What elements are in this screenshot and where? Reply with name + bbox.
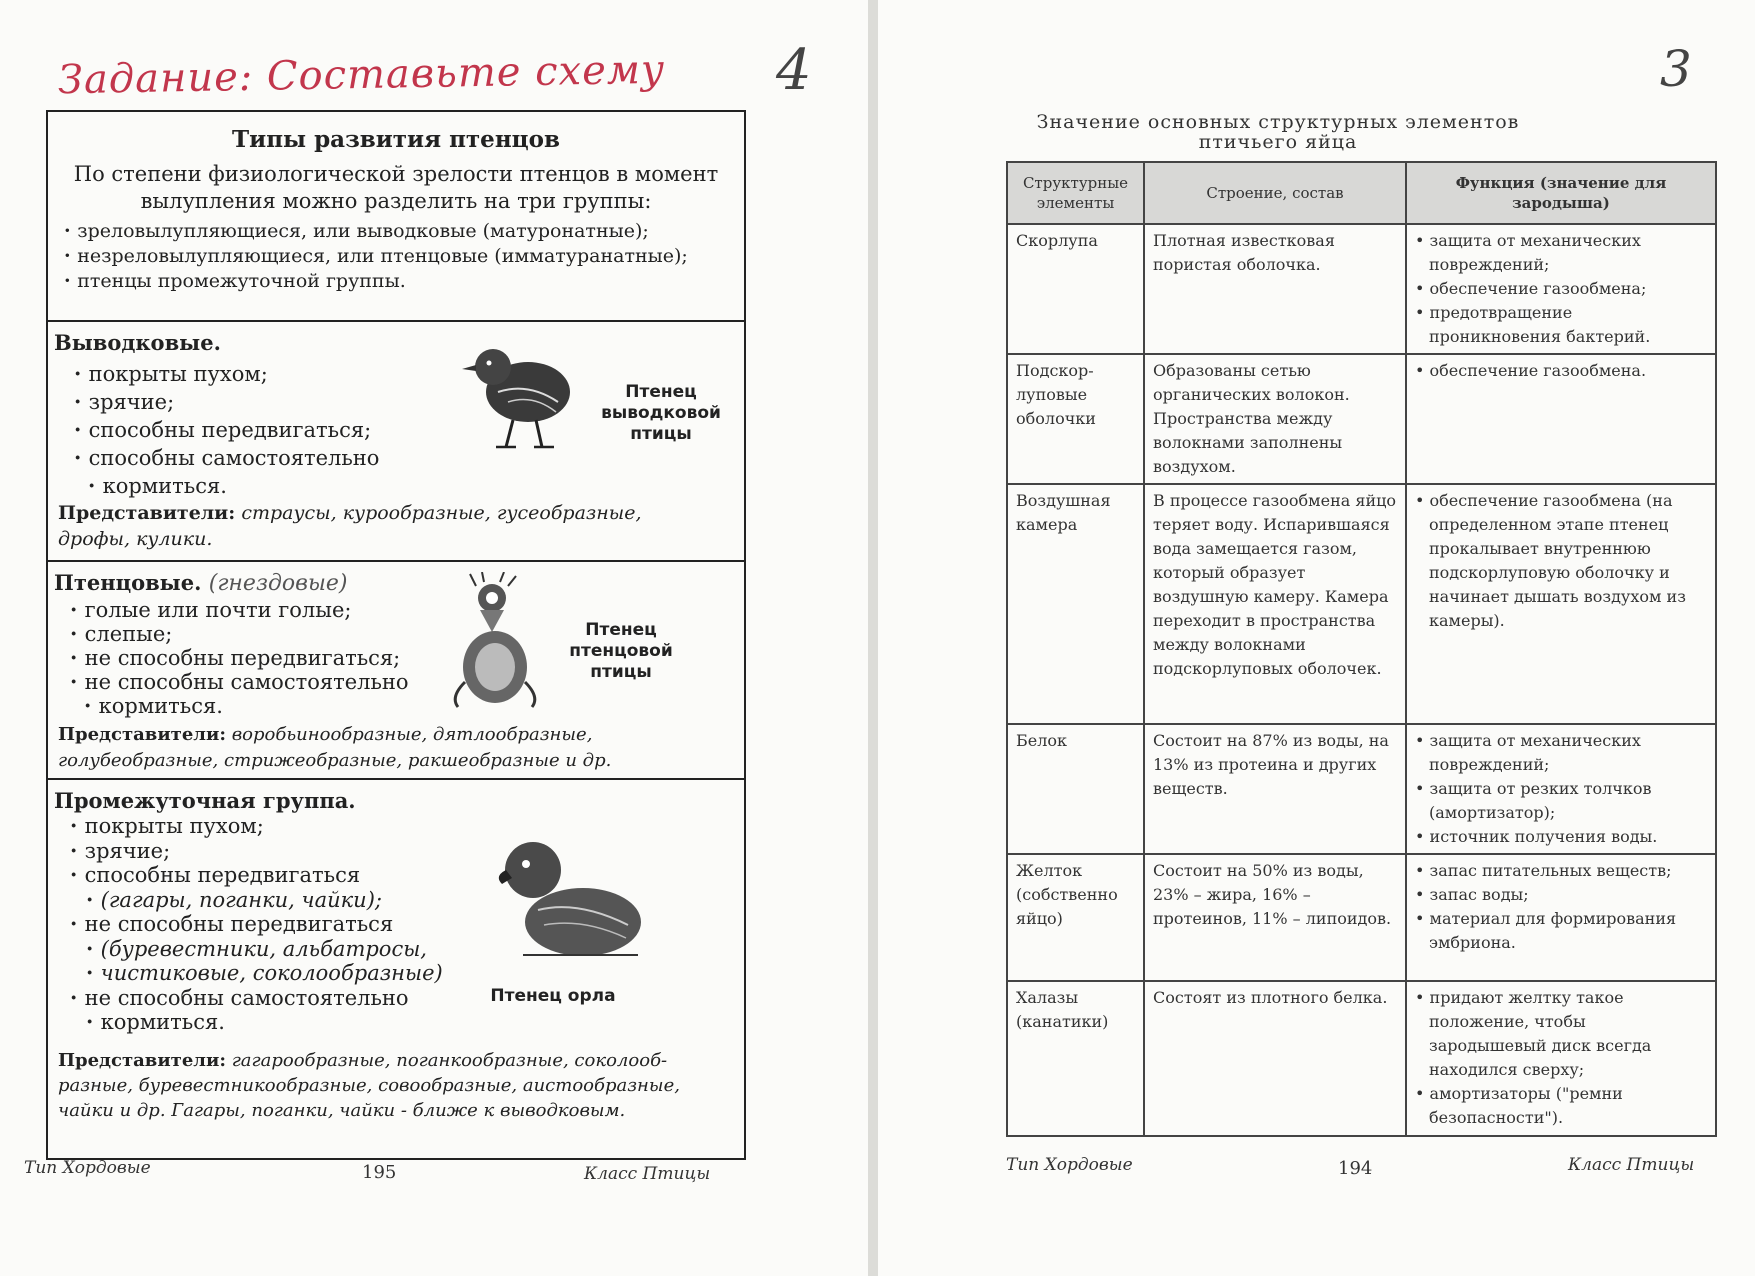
feature-example <box>70 888 443 913</box>
function-list <box>1415 859 1707 955</box>
egg-elements-table <box>1006 161 1717 1137</box>
feature-item: · покрыты пухом; <box>70 814 443 839</box>
page-gutter <box>868 0 878 1276</box>
element-cell: Воздушная камера <box>1007 484 1144 724</box>
feature-text: кормиться. <box>102 474 227 498</box>
structure-cell: Состоит на 87% из воды, на 13% из протеина и других веществ. <box>1144 724 1406 854</box>
feature-item-cont <box>74 472 379 500</box>
intro-text: По степени физиологической зрелости птенцов в момент вылупления можно разделить на три группы: <box>73 162 719 213</box>
eagle-chick-drawing <box>488 830 648 970</box>
group-item: · незреловылупляющиеся, или птенцовые (имматуранатные); <box>64 244 732 269</box>
reps-text: голубеобразные, стрижеобразные, ракшеобразные и др. <box>58 750 612 771</box>
feature-example-text: (буревестники, альбатросы, <box>100 936 427 961</box>
table-row <box>1007 484 1716 724</box>
intermediate-section <box>48 780 744 1160</box>
structure-cell: Состоит на 50% из воды, 23% – жира, 16% – протеинов, 11% – липоидов. <box>1144 854 1406 981</box>
altricial-representatives <box>58 722 738 774</box>
reps-text: разные, буревестникообразные, совообразные, аистообразные, <box>58 1075 680 1096</box>
precocial-features <box>74 360 379 500</box>
feature-example <box>70 937 443 962</box>
feature-item: · голые или почти голые; <box>70 598 409 622</box>
function-item: • обеспечение газообмена (на определенном этапе птенец прокалывает внутреннюю подскорлуповую оболочку и начинает дышать воздухом из камеры). <box>1415 489 1707 633</box>
title-line: Значение основных структурных элементов <box>1036 111 1520 133</box>
table-row <box>1007 724 1716 854</box>
element-cell: Халазы (канатики) <box>1007 981 1144 1136</box>
right-page <box>878 0 1755 1276</box>
structure-cell: В процессе газообмена яйцо теряет воду. Испарившаяся вода замещается газом, который образует воздушную камеру. Камера переходит в пространства между волокнами подскорлуповых оболочек. <box>1144 484 1406 724</box>
element-cell: Подскор-луповые оболочки <box>1007 354 1144 484</box>
feature-item: · покрыты пухом; <box>74 360 379 388</box>
box-title: Типы развития птенцов <box>232 126 560 153</box>
function-item: • защита от резких толчков (амортизатор); <box>1415 777 1707 825</box>
altricial-features <box>70 598 409 718</box>
function-list <box>1415 986 1707 1130</box>
altricial-caption: Птенец птенцовой птицы <box>569 620 673 682</box>
function-list <box>1415 729 1707 849</box>
reps-label: Представители: <box>58 1050 226 1071</box>
feature-item-cont <box>70 694 409 718</box>
page-number: 195 <box>362 1162 397 1183</box>
intro-section <box>48 112 744 322</box>
function-item: • материал для формирования эмбриона. <box>1415 907 1707 955</box>
feature-text: кормиться. <box>98 694 223 718</box>
table-row <box>1007 354 1716 484</box>
feature-item: · не способны самостоятельно <box>70 670 409 694</box>
reps-text: воробьинообразные, дятлообразные, <box>231 724 593 745</box>
intermediate-features <box>70 814 443 1035</box>
feature-item: · способны передвигаться <box>70 863 443 888</box>
feature-item: · не способны передвигаться <box>70 912 443 937</box>
function-item: • защита от механических повреждений; <box>1415 729 1707 777</box>
function-cell <box>1406 854 1716 981</box>
footer-type: Тип Хордовые <box>24 1158 151 1178</box>
section-title-text: Птенцовые. <box>54 570 202 595</box>
feature-item: · способны передвигаться; <box>74 416 379 444</box>
header-cell: Строение, состав <box>1144 162 1406 224</box>
feature-example <box>70 961 443 986</box>
page-number: 194 <box>1338 1158 1373 1179</box>
groups-list <box>60 219 732 294</box>
function-list <box>1415 229 1707 349</box>
structure-cell: Плотная известковая пористая оболочка. <box>1144 224 1406 354</box>
function-item: • предотвращение проникновения бактерий. <box>1415 301 1707 349</box>
function-list <box>1415 359 1707 383</box>
table-row <box>1007 854 1716 981</box>
feature-item: · не способны самостоятельно <box>70 986 443 1011</box>
section-title <box>54 570 347 596</box>
reps-text: гагарообразные, поганкообразные, соколооб- <box>231 1050 668 1071</box>
function-item: • источник получения воды. <box>1415 825 1707 849</box>
chick-development-box <box>46 110 746 1160</box>
reps-label: Представители: <box>58 502 236 524</box>
element-cell: Желток (собственно яйцо) <box>1007 854 1144 981</box>
footer-type: Тип Хордовые <box>1006 1155 1133 1175</box>
section-title: Выводковые. <box>54 330 221 355</box>
handwritten-task-note: Задание: Составьте схему <box>57 46 666 104</box>
function-item: • обеспечение газообмена; <box>1415 277 1707 301</box>
element-cell: Белок <box>1007 724 1144 854</box>
table-row <box>1007 224 1716 354</box>
table-title <box>928 112 1628 152</box>
function-cell <box>1406 724 1716 854</box>
handwritten-note: (гнездовые) <box>208 571 348 596</box>
precocial-chick-drawing <box>458 332 588 462</box>
handwritten-page-mark: 4 <box>776 38 812 103</box>
function-item: • запас воды; <box>1415 883 1707 907</box>
feature-item: · зрячие; <box>74 388 379 416</box>
reps-text: чайки и др. Гагары, поганки, чайки - ближе к выводковым. <box>58 1100 626 1121</box>
footer-class: Класс Птицы <box>584 1164 711 1184</box>
table-header-row <box>1007 162 1716 224</box>
precocial-section <box>48 322 744 562</box>
title-line: птичьего яйца <box>1198 131 1358 153</box>
element-cell: Скорлупа <box>1007 224 1144 354</box>
function-item: • амортизаторы ("ремни безопасности"). <box>1415 1082 1707 1130</box>
table-row <box>1007 981 1716 1136</box>
feature-item: · зрячие; <box>70 839 443 864</box>
feature-item: · не способны передвигаться; <box>70 646 409 670</box>
feature-item: · способны самостоятельно <box>74 444 379 472</box>
eagle-caption: Птенец орла <box>490 986 616 1006</box>
header-cell: Структурные элементы <box>1007 162 1144 224</box>
footer-class: Класс Птицы <box>1568 1155 1695 1175</box>
feature-example-text: чистиковые, соколообразные) <box>100 961 443 985</box>
structure-cell: Образованы сетью органических волокон. Пространства между волокнами заполнены воздухом. <box>1144 354 1406 484</box>
left-page <box>0 0 868 1276</box>
function-item: • запас питательных веществ; <box>1415 859 1707 883</box>
reps-label: Представители: <box>58 724 226 745</box>
altricial-section <box>48 562 744 780</box>
function-cell <box>1406 981 1716 1136</box>
intermediate-representatives <box>58 1048 738 1123</box>
header-cell: Функция (значение для зародыша) <box>1406 162 1716 224</box>
function-item: • защита от механических повреждений; <box>1415 229 1707 277</box>
feature-item-cont <box>70 1010 443 1035</box>
function-cell <box>1406 484 1716 724</box>
altricial-chick-drawing <box>440 572 550 712</box>
group-item: · птенцы промежуточной группы. <box>64 269 732 294</box>
feature-item: · слепые; <box>70 622 409 646</box>
function-cell <box>1406 224 1716 354</box>
reps-text: дрофы, кулики. <box>58 528 213 550</box>
function-item: • придают желтку такое положение, чтобы зародышевый диск всегда находился сверху; <box>1415 986 1707 1082</box>
precocial-representatives <box>58 500 738 552</box>
reps-text: страусы, курообразные, гусеобразные, <box>241 502 642 524</box>
handwritten-page-mark: 3 <box>1660 40 1692 98</box>
group-item: · зреловылупляющиеся, или выводковые (матуронатные); <box>64 219 732 244</box>
function-cell <box>1406 354 1716 484</box>
function-list <box>1415 489 1707 633</box>
precocial-caption: Птенец выводковой птицы <box>601 382 721 444</box>
feature-example-text: (гагары, поганки, чайки); <box>100 887 382 912</box>
feature-text: кормиться. <box>100 1010 225 1034</box>
section-title: Промежуточная группа. <box>54 788 356 813</box>
function-item: • обеспечение газообмена. <box>1415 359 1707 383</box>
structure-cell: Состоят из плотного белка. <box>1144 981 1406 1136</box>
